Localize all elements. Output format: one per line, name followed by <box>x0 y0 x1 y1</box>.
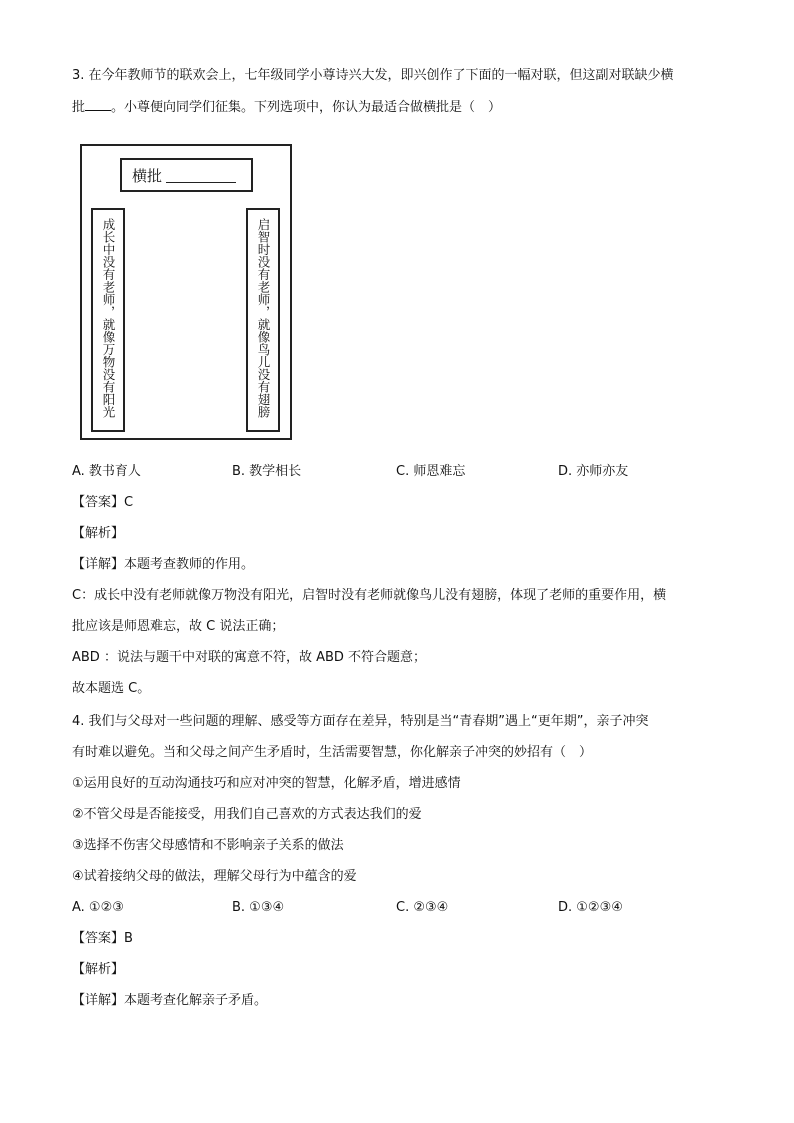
q3-option-a: A. 教书育人 <box>72 464 141 479</box>
right-couplet-text: 启智时没有老师，就像鸟儿没有翅膀 <box>256 218 271 418</box>
q4-item-1: ①运用良好的互动沟通技巧和应对冲突的智慧，化解矛盾，增进感情 <box>72 776 461 791</box>
q4-item-2: ②不管父母是否能接受，用我们自己喜欢的方式表达我们的爱 <box>72 807 422 822</box>
q3-answer: 【答案】C <box>72 495 134 510</box>
q4-detail: 【详解】本题考查化解亲子矛盾。 <box>72 993 268 1008</box>
q3-stem-line2-b: 。小尊便向同学们征集。下列选项中，你认为最适合做横批是（ ） <box>111 100 502 115</box>
q3-option-b: B. 教学相长 <box>232 464 302 479</box>
q3-option-d: D. 亦师亦友 <box>558 464 629 479</box>
q3-analysis: 【解析】 <box>72 526 125 541</box>
q4-item-4: ④试着接纳父母的做法，理解父母行为中蕴含的爱 <box>72 869 357 884</box>
left-couplet-text: 成长中没有老师，就像万物没有阳光 <box>101 218 116 418</box>
hengpi-blank <box>166 168 236 183</box>
right-couplet-scroll <box>246 208 280 432</box>
left-couplet-scroll <box>91 208 125 432</box>
q4-option-c: C. ②③④ <box>396 900 449 915</box>
q4-option-a: A. ①②③ <box>72 900 124 915</box>
q3-stem-line1: 3. 在今年教师节的联欢会上，七年级同学小尊诗兴大发，即兴创作了下面的一幅对联，但这副对联缺少横 <box>72 68 674 83</box>
q3-option-c: C. 师恩难忘 <box>396 464 466 479</box>
q3-blank <box>85 98 111 111</box>
q4-item-3: ③选择不伤害父母感情和不影响亲子关系的做法 <box>72 838 344 853</box>
q3-explanation-4: 故本题选 C。 <box>72 681 151 696</box>
q3-explanation-3: ABD ：说法与题干中对联的寓意不符，故 ABD 不符合题意； <box>72 650 427 665</box>
q4-analysis: 【解析】 <box>72 962 125 977</box>
q4-stem-line2: 有时难以避免。当和父母之间产生矛盾时，生活需要智慧，你化解亲子冲突的妙招有（ ） <box>72 745 593 760</box>
couplet-figure <box>80 144 292 440</box>
hengpi-label: 横批 <box>132 166 163 185</box>
q4-answer: 【答案】B <box>72 931 133 946</box>
q4-option-b: B. ①③④ <box>232 900 285 915</box>
q3-stem-line2-a: 批 <box>72 100 86 115</box>
q3-explanation-2: 批应该是师恩难忘，故 C 说法正确； <box>72 619 285 634</box>
hengpi-box <box>120 158 253 192</box>
q3-detail: 【详解】本题考查教师的作用。 <box>72 557 255 572</box>
q3-stem-line2 <box>72 98 501 118</box>
q4-stem-line1: 4. 我们与父母对一些问题的理解、感受等方面存在差异，特别是当“青春期”遇上“更年期”，亲子冲突 <box>72 714 649 729</box>
q4-option-d: D. ①②③④ <box>558 900 623 915</box>
q3-explanation-1: C：成长中没有老师就像万物没有阳光，启智时没有老师就像鸟儿没有翅膀，体现了老师的重要作用，横 <box>72 588 667 603</box>
